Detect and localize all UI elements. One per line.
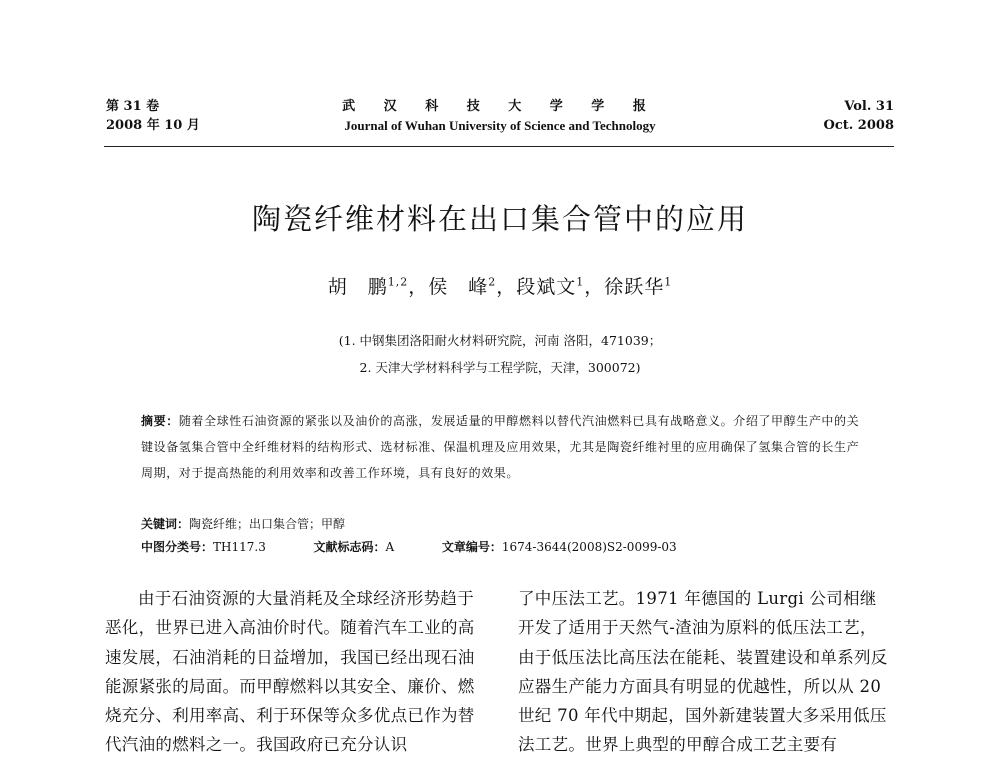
date-en: Oct. 2008	[823, 118, 894, 133]
article-title: 陶瓷纤维材料在出口集合管中的应用	[251, 202, 748, 236]
author-name: 胡 鹏	[327, 276, 388, 298]
author-affiliation-mark: 1	[576, 275, 585, 289]
author-affiliation-mark: 1	[664, 275, 673, 289]
body-column-left	[105, 584, 477, 760]
volume-number: 第 31 卷	[106, 99, 160, 114]
body-column-right	[518, 584, 890, 760]
keywords-value: 陶瓷纤维；出口集合管；甲醇	[189, 517, 346, 531]
doc-code-label: 文献标志码：	[313, 540, 386, 554]
author-name: 徐跃华	[604, 276, 665, 298]
journal-name-cn: 武 汉 科 技 大 学 学 报	[342, 99, 658, 114]
abstract-label: 摘要：	[141, 414, 179, 428]
journal-name-en: Journal of Wuhan University of Science and Technology	[344, 118, 656, 133]
author-list: 胡 鹏$^{1,2}$，侯 峰$^2$，段斌文$^1$，徐跃华$^1$	[327, 275, 673, 298]
article-no-value: 1674-3644(2008)S2-0099-03	[501, 540, 677, 554]
author-affiliation-mark: 2	[488, 275, 497, 289]
author-name: 段斌文	[516, 276, 577, 298]
header-divider	[104, 146, 894, 147]
abstract-text: 随着全球性石油资源的紧张以及油价的高涨，发展适量的甲醇燃料以替代汽油燃料已具有战略意义。介绍了甲醇生产中的关键设备氢集合管中全纤维材料的结构形式、选材标准、保温机理及应用效果，尤其是陶瓷纤维衬里的应用确保了氢集合管的长生产周期，对于提高热能的利用效率和改善工作环境，具有良好的效果。	[141, 414, 860, 480]
doc-code-value: A	[385, 540, 395, 554]
abstract	[141, 408, 863, 486]
author-affiliation-mark: 1,2	[387, 275, 409, 289]
classification-line	[141, 537, 677, 557]
affiliation-1: (1. 中钢集团洛阳耐火材料研究院，河南 洛阳，471039；	[338, 333, 662, 348]
author-name: 侯 峰	[428, 276, 489, 298]
body-paragraph: 由于石油资源的大量消耗及全球经济形势趋于恶化，世界已进入高油价时代。随着汽车工业的高速发展，石油消耗的日益增加，我国已经出现石油能源紧张的局面。而甲醇燃料以其安全、廉价、燃烧充分、利用率高、利于环保等众多优点已作为替代汽油的燃料之一。我国政府已充分认识	[105, 589, 475, 755]
keywords-label: 关键词：	[141, 517, 190, 531]
volume-en: Vol. 31	[844, 99, 894, 114]
body-paragraph: 了中压法工艺。1971 年德国的 Lurgi 公司相继开发了适用于天然气-渣油为原料的低压法工艺，由于低压法比高压法在能耗、装置建设和单系列反应器生产能力方面具有明显的优越性，所以从 20 世纪 70 年代中期起，国外新建装置大多采用低压法工艺。世界上典型的甲醇合成工艺主要有	[518, 589, 888, 755]
affiliation-2: 2. 天津大学材料科学与工程学院，天津，300072)	[359, 360, 641, 375]
clc-label: 中图分类号：	[141, 540, 214, 554]
keywords-line	[141, 514, 345, 534]
article-no-label: 文章编号：	[441, 540, 502, 554]
journal-volume-en-block	[824, 97, 894, 135]
issue-date: 2008 年 10 月	[106, 118, 200, 133]
clc-value: TH117.3	[213, 540, 266, 554]
